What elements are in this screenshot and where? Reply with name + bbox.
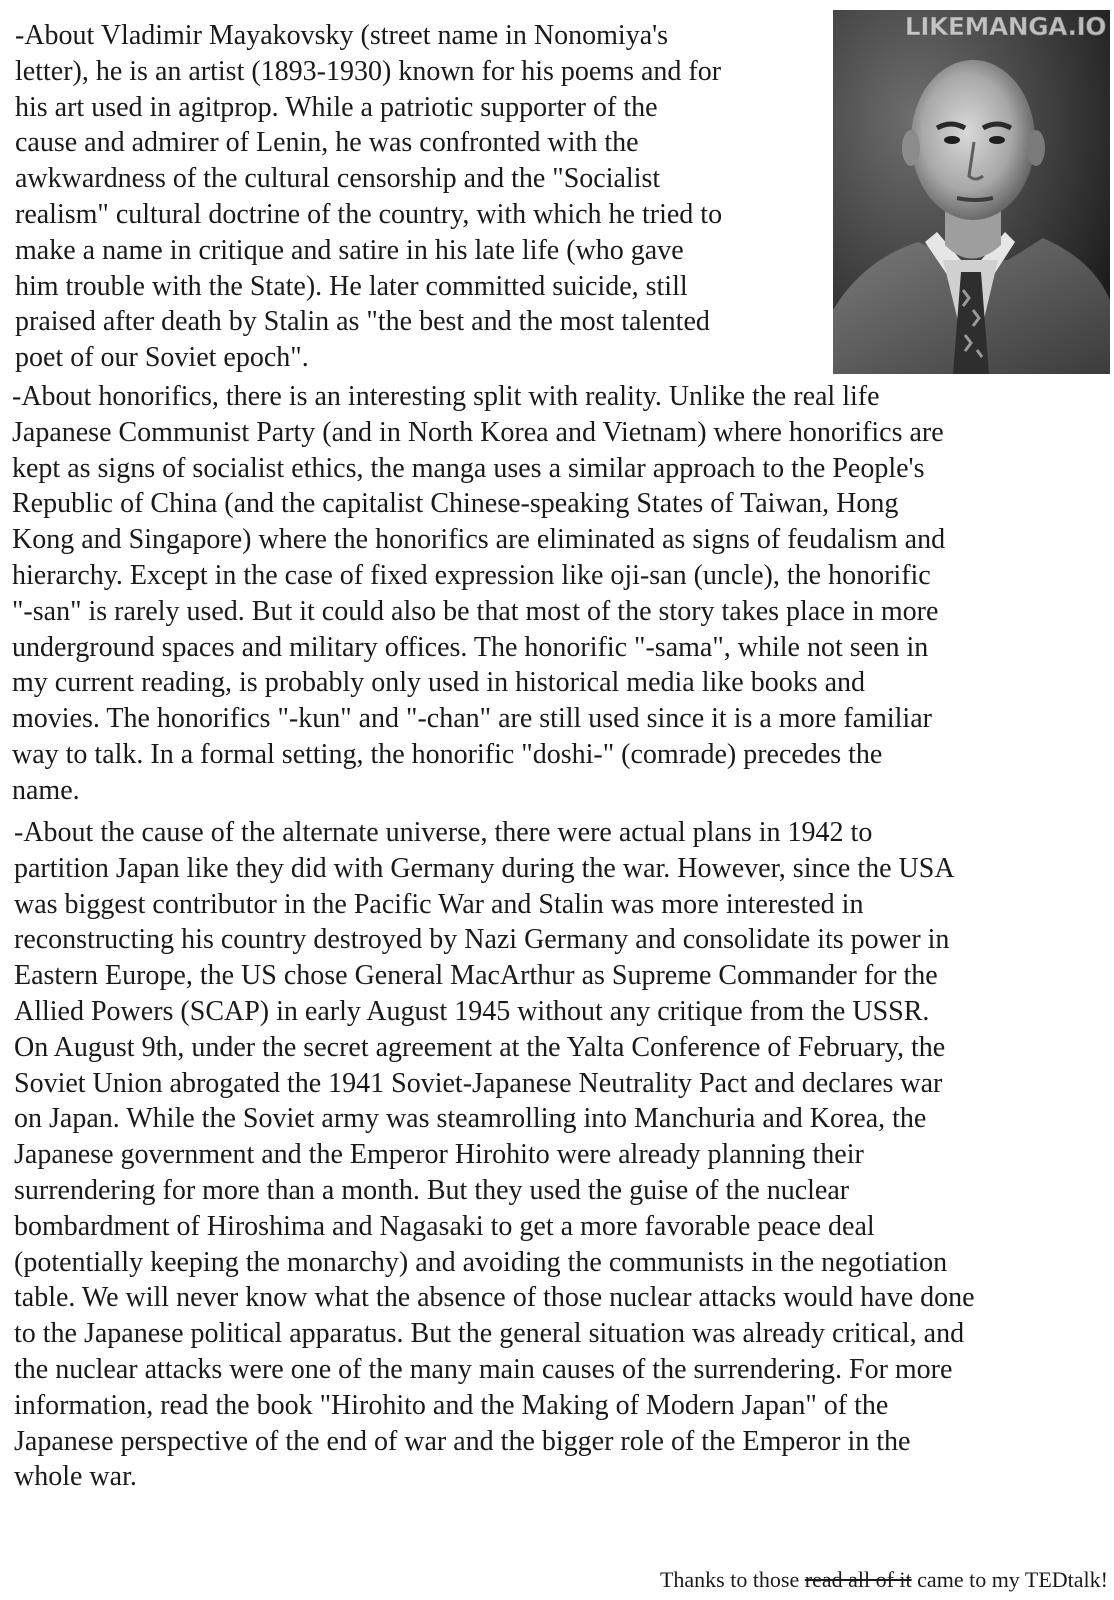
text-line: -About Vladimir Mayakovsky (street name in Nonomiya's [15,20,669,51]
text-line: was biggest contributor in the Pacific War and Stalin was more interested in [14,888,864,920]
text-line: Eastern Europe, the US chose General MacArthur as Supreme Commander for the [14,960,938,992]
text-line: awkwardness of the cultural censorship and the "Socialist [15,163,661,195]
text-line: Kong and Singapore) where the honorifics are eliminated as signs of feudalism and [12,524,946,556]
text-line: poet of our Soviet epoch". [15,342,309,374]
text-line: way to talk. In a formal setting, the honorific "doshi-" (comrade) precedes the [12,738,883,770]
text-line: kept as signs of socialist ethics, the manga uses a similar approach to the People's [12,452,925,484]
text-line: movies. The honorifics "-kun" and "-chan" are still used since it is a more familiar [12,703,932,735]
text-line: praised after death by Stalin as "the best and the most talented [15,306,710,338]
text-line: to the Japanese political apparatus. But the general situation was already critical, and [14,1318,965,1350]
text-line: On August 9th, under the secret agreement at the Yalta Conference of February, the [14,1031,946,1063]
text-line: surrendering for more than a month. But they used the guise of the nuclear [14,1174,850,1206]
footer-text-after: came to my TEDtalk! [911,1567,1108,1592]
text-line: the nuclear attacks were one of the many main causes of the surrendering. For more [14,1353,953,1385]
text-line: -About the cause of the alternate universe, there were actual plans in 1942 to [14,817,873,848]
paragraph-mayakovsky [15,18,815,376]
text-line: my current reading, is probably only used in historical media like books and [12,667,866,699]
portrait-photo [833,10,1110,374]
text-line: his art used in agitprop. While a patriotic supporter of the [15,91,658,123]
text-line: on Japan. While the Soviet army was steamrolling into Manchuria and Korea, the [14,1103,927,1135]
footer-struck-text: read all of it [804,1567,912,1592]
text-line: whole war. [14,1461,137,1493]
text-line: Japanese Communist Party (and in North Korea and Vietnam) where honorifics are [12,416,944,448]
text-line: Allied Powers (SCAP) in early August 1945 without any critique from the USSR. [14,995,930,1027]
portrait-photo-icon [833,10,1110,374]
text-line: Japanese government and the Emperor Hirohito were already planning their [14,1139,864,1171]
text-line: make a name in critique and satire in his late life (who gave [15,234,684,266]
text-line: Soviet Union abrogated the 1941 Soviet-Japanese Neutrality Pact and declares war [14,1067,943,1099]
paragraph-honorifics [12,379,1094,809]
text-line: (potentially keeping the monarchy) and avoiding the communists in the negotiation [14,1246,948,1278]
footer-note [660,1566,1108,1594]
text-line: him trouble with the State). He later committed suicide, still [15,270,688,302]
text-line: information, read the book "Hirohito and the Making of Modern Japan" of the [14,1389,889,1421]
text-line: hierarchy. Except in the case of fixed expression like oji-san (uncle), the honorific [12,559,931,591]
text-line: name. [12,774,80,806]
text-line: letter), he is an artist (1893-1930) known for his poems and for [15,55,722,87]
paragraph-alternate-universe [14,815,1110,1495]
text-line: Republic of China (and the capitalist Chinese-speaking States of Taiwan, Hong [12,488,899,520]
text-line: realism" cultural doctrine of the country, with which he tried to [15,198,723,230]
footer-text-before: Thanks to those [659,1567,805,1592]
text-line: bombardment of Hiroshima and Nagasaki to get a more favorable peace deal [14,1210,875,1242]
text-line: -About honorifics, there is an interesting split with reality. Unlike the real life [12,381,880,412]
text-line: "-san" is rarely used. But it could also be that most of the story takes place in more [12,595,939,627]
text-line: reconstructing his country destroyed by Nazi Germany and consolidate its power in [14,924,950,956]
text-line: underground spaces and military offices. The honorific "-sama", while not seen in [12,631,929,663]
text-line: table. We will never know what the absence of those nuclear attacks would have done [14,1282,975,1314]
site-watermark: LIKEMANGA.IO [904,12,1106,41]
text-line: cause and admirer of Lenin, he was confronted with the [15,127,639,159]
text-line: partition Japan like they did with Germany during the war. However, since the USA [14,852,955,884]
text-line: Japanese perspective of the end of war and the bigger role of the Emperor in the [14,1425,911,1457]
